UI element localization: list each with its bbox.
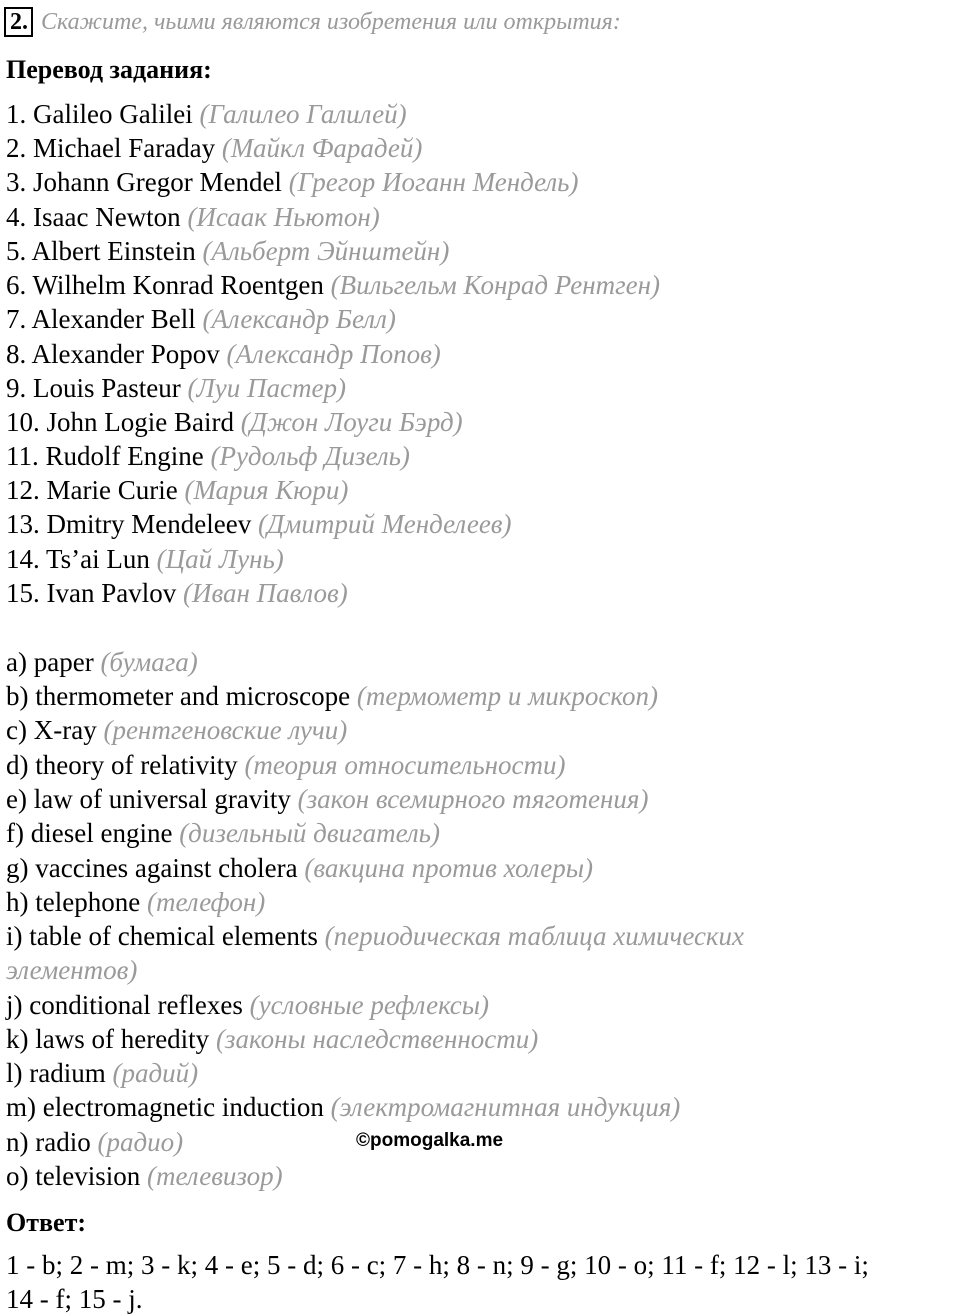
list-item: a) paper (бумага) [6, 647, 198, 677]
list-item-continuation: элементов) [6, 955, 138, 985]
list-item: 3. Johann Gregor Mendel (Грегор Иоганн Мендель) [6, 167, 579, 197]
list-item: n) radio (радио) [6, 1127, 184, 1157]
list-item: d) theory of relativity (теория относительности) [6, 750, 566, 780]
task-number: 2. [4, 7, 33, 37]
answer-line: 1 - b; 2 - m; 3 - k; 4 - e; 5 - d; 6 - c; 7 - h; 8 - n; 9 - g; 10 - o; 11 - f; 12 - l; 13 - i; [6, 1250, 869, 1280]
list-item: 15. Ivan Pavlov (Иван Павлов) [6, 578, 348, 608]
list-item: b) thermometer and microscope (термометр и микроскоп) [6, 681, 659, 711]
list-item: e) law of universal gravity (закон всемирного тяготения) [6, 784, 649, 814]
list-item: 11. Rudolf Engine (Рудольф Дизель) [6, 441, 410, 471]
list-item: g) vaccines against cholera (вакцина против холеры) [6, 853, 593, 883]
task-prompt: Скажите, чьими являются изобретения или открытия: [41, 8, 621, 35]
list-item: 8. Alexander Popov (Александр Попов) [6, 339, 441, 369]
list-item: k) laws of heredity (законы наследственности) [6, 1024, 539, 1054]
list-item: c) X-ray (рентгеновские лучи) [6, 715, 348, 745]
answer-line: 14 - f; 15 - j. [6, 1284, 143, 1314]
list-item: h) telephone (телефон) [6, 887, 266, 917]
list-item: 12. Marie Curie (Мария Кюри) [6, 475, 349, 505]
list-item: i) table of chemical elements (периодическая таблица химических [6, 921, 745, 951]
list-item: 5. Albert Einstein (Альберт Эйнштейн) [6, 236, 450, 266]
list-item: f) diesel engine (дизельный двигатель) [6, 818, 440, 848]
list-item: 1. Galileo Galilei (Галилео Галилей) [6, 99, 407, 129]
list-item: 7. Alexander Bell (Александр Белл) [6, 304, 396, 334]
list-item: l) radium (радий) [6, 1058, 199, 1088]
list-item: 10. John Logie Baird (Джон Лоуги Бэрд) [6, 407, 463, 437]
list-item: 4. Isaac Newton (Исаак Ньютон) [6, 202, 380, 232]
list-item: j) conditional reflexes (условные рефлексы) [6, 990, 489, 1020]
list-item: m) electromagnetic induction (электромагнитная индукция) [6, 1092, 681, 1122]
list-item: o) television (телевизор) [6, 1161, 283, 1191]
list-item: 9. Louis Pasteur (Луи Пастер) [6, 373, 346, 403]
list-item: 13. Dmitry Mendeleev (Дмитрий Менделеев) [6, 509, 512, 539]
list-item: 2. Michael Faraday (Майкл Фарадей) [6, 133, 423, 163]
watermark: ©pomogalka.me [356, 1130, 504, 1151]
translation-label: Перевод задания: [6, 55, 212, 84]
list-item: 6. Wilhelm Konrad Roentgen (Вильгельм Конрад Рентген) [6, 270, 661, 300]
list-item: 14. Ts’ai Lun (Цай Лунь) [6, 544, 284, 574]
task-header [4, 4, 621, 40]
answer-label: Ответ: [6, 1208, 87, 1237]
